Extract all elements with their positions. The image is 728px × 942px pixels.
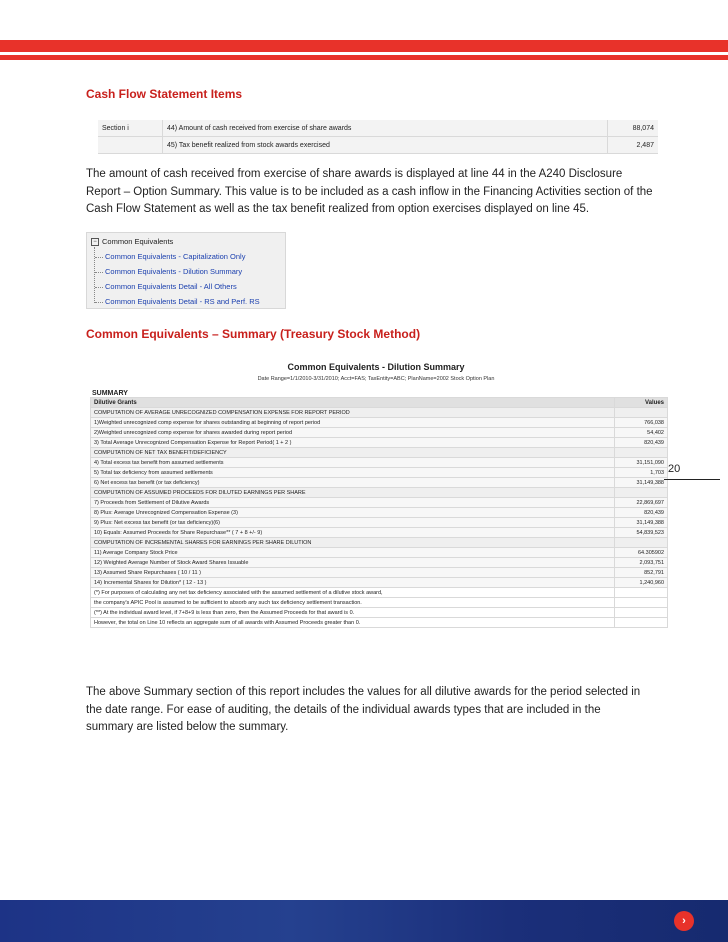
table-row: [91, 558, 668, 568]
row-label: (**) At the individual award level, if 7+8+9 is less than zero, then the Assumed Proceeds for that award is 0.: [91, 608, 615, 618]
row-value: [615, 538, 668, 548]
row-value: [615, 588, 668, 598]
cash-flow-heading: Cash Flow Statement Items: [86, 87, 243, 101]
value-cell: 88,074: [608, 120, 659, 137]
table-row: [91, 418, 668, 428]
tree-root-label: Common Equivalents: [102, 237, 174, 246]
dilution-summary-table: [90, 397, 668, 628]
row-label: COMPUTATION OF NET TAX BENEFIT/DEFICIENCY: [91, 448, 615, 458]
row-label: 9) Plus: Net excess tax benefit (or tax deficiency)(6): [91, 518, 615, 528]
tree-item-detail-rs[interactable]: Common Equivalents Detail - RS and Perf. RS: [105, 297, 260, 306]
row-label: 5) Total tax deficiency from assumed settlements: [91, 468, 615, 478]
collapse-icon[interactable]: −: [91, 238, 99, 246]
row-value: 766,038: [615, 418, 668, 428]
row-label: 10) Equals: Assumed Proceeds for Share Repurchase** ( 7 + 8 +/- 9): [91, 528, 615, 538]
row-label: COMPUTATION OF AVERAGE UNRECOGNIZED COMPENSATION EXPENSE FOR REPORT PERIOD: [91, 408, 615, 418]
table-row: [91, 408, 668, 418]
cash-flow-paragraph: The amount of cash received from exercise of share awards is displayed at line 44 in the A240 Disclosure Report – Option Summary. This value is to be included as a cash inflow in the Financing Activities section of the Cash Flow Statement as well as the tax benefit realized from option exercises displayed on line 45.: [86, 168, 653, 215]
row-label: 13) Assumed Share Repurchases ( 10 / 11 ): [91, 568, 615, 578]
row-label: 11) Average Company Stock Price: [91, 548, 615, 558]
tree-item-dilution-summary[interactable]: Common Equivalents - Dilution Summary: [105, 267, 243, 276]
section-cell: Section i: [98, 120, 163, 137]
page-number: 20: [668, 463, 681, 475]
row-value: 31,149,388: [615, 518, 668, 528]
row-value: 1,703: [615, 468, 668, 478]
row-label: 3) Total Average Unrecognized Compensation Expense for Report Period( 1 + 2 ): [91, 438, 615, 448]
row-value: [615, 598, 668, 608]
table-row: [98, 120, 658, 137]
row-label: 7) Proceeds from Settlement of Dilutive Awards: [91, 498, 615, 508]
table-row: [91, 488, 668, 498]
row-value: [615, 608, 668, 618]
row-value: 820,439: [615, 438, 668, 448]
tree-root[interactable]: [91, 237, 173, 246]
table-row: [91, 608, 668, 618]
row-label: COMPUTATION OF ASSUMED PROCEEDS FOR DILUTED EARNINGS PER SHARE: [91, 488, 615, 498]
row-label: 4) Total excess tax benefit from assumed settlements: [91, 458, 615, 468]
table-row: [91, 588, 668, 598]
row-value: 1,240,960: [615, 578, 668, 588]
summary-heading: Common Equivalents – Summary (Treasury Stock Method): [86, 327, 421, 341]
row-label: 12) Weighted Average Number of Stock Award Shares Issuable: [91, 558, 615, 568]
row-value: 31,149,388: [615, 478, 668, 488]
table-row: [91, 508, 668, 518]
table-row: [91, 428, 668, 438]
table-row: [91, 618, 668, 628]
row-label: 2)Weighted unrecognized comp expense for shares awarded during report period: [91, 428, 615, 438]
row-label: 6) Net excess tax benefit (or tax deficiency): [91, 478, 615, 488]
row-value: 64.305902: [615, 548, 668, 558]
next-arrow-icon[interactable]: ›: [674, 911, 694, 931]
footer-background: [0, 900, 728, 942]
row-value: 31,151,090: [615, 458, 668, 468]
row-label: the company's APIC Pool is assumed to be sufficient to absorb any such tax deficiency settlement transaction.: [91, 598, 615, 608]
table-header-row: [91, 398, 668, 408]
label-cell: 45) Tax benefit realized from stock awards exercised: [163, 137, 608, 154]
row-value: [615, 408, 668, 418]
table-row: [91, 568, 668, 578]
table-row: [91, 578, 668, 588]
row-value: 22,869,697: [615, 498, 668, 508]
header-bar: [0, 40, 728, 52]
tree-item-capitalization[interactable]: Common Equivalents - Capitalization Only: [105, 252, 246, 261]
section-cell: [98, 137, 163, 154]
row-label: However, the total on Line 10 reflects an aggregate sum of all awards with Assumed Proceeds greater than 0.: [91, 618, 615, 628]
tree-connector: [94, 247, 95, 303]
page-number-rule: [664, 479, 720, 480]
report-title: Common Equivalents - Dilution Summary: [287, 362, 465, 372]
table-row: [91, 518, 668, 528]
summary-label: SUMMARY: [92, 390, 128, 397]
row-value: [615, 488, 668, 498]
report-tree: [86, 232, 286, 309]
row-label: 1)Weighted unrecognized comp expense for shares outstanding at beginning of report period: [91, 418, 615, 428]
footer-band: [0, 900, 728, 942]
header-label: Dilutive Grants: [91, 398, 615, 408]
row-label: (*) For purposes of calculating any net tax deficiency associated with the assumed settlement of a dilutive stock award,: [91, 588, 615, 598]
row-label: 14) Incremental Shares for Dilution* ( 12 - 13 ): [91, 578, 615, 588]
table-row: [98, 137, 658, 154]
table-row: [91, 528, 668, 538]
summary-paragraph: The above Summary section of this report includes the values for all dilutive awards for the period selected in the date range. For ease of auditing, the details of the individual awards types that are included in the summary are listed below the summary.: [86, 686, 641, 733]
table-row: [91, 448, 668, 458]
header-bar-thin: [0, 55, 728, 60]
tree-item-detail-all-others[interactable]: Common Equivalents Detail - All Others: [105, 282, 237, 291]
label-cell: 44) Amount of cash received from exercise of share awards: [163, 120, 608, 137]
report-subtitle: Date Range=1/1/2010-3/31/2010; Acct=FAS; TaxEntity=ABC; PlanName=2002 Stock Option Plan: [257, 376, 495, 382]
table-row: [91, 468, 668, 478]
table-row: [91, 438, 668, 448]
table-row: [91, 498, 668, 508]
row-value: 852,791: [615, 568, 668, 578]
row-label: 8) Plus: Average Unrecognized Compensation Expense (3): [91, 508, 615, 518]
row-value: [615, 618, 668, 628]
header-value: Values: [615, 398, 668, 408]
row-value: [615, 448, 668, 458]
table-row: [91, 538, 668, 548]
row-value: 54,402: [615, 428, 668, 438]
table-row: [91, 478, 668, 488]
row-value: 820,439: [615, 508, 668, 518]
table-row: [91, 548, 668, 558]
table-row: [91, 598, 668, 608]
row-label: COMPUTATION OF INCREMENTAL SHARES FOR EARNINGS PER SHARE DILUTION: [91, 538, 615, 548]
cash-flow-table: [98, 120, 658, 154]
table-row: [91, 458, 668, 468]
value-cell: 2,487: [608, 137, 659, 154]
row-value: 54,839,523: [615, 528, 668, 538]
row-value: 2,093,751: [615, 558, 668, 568]
